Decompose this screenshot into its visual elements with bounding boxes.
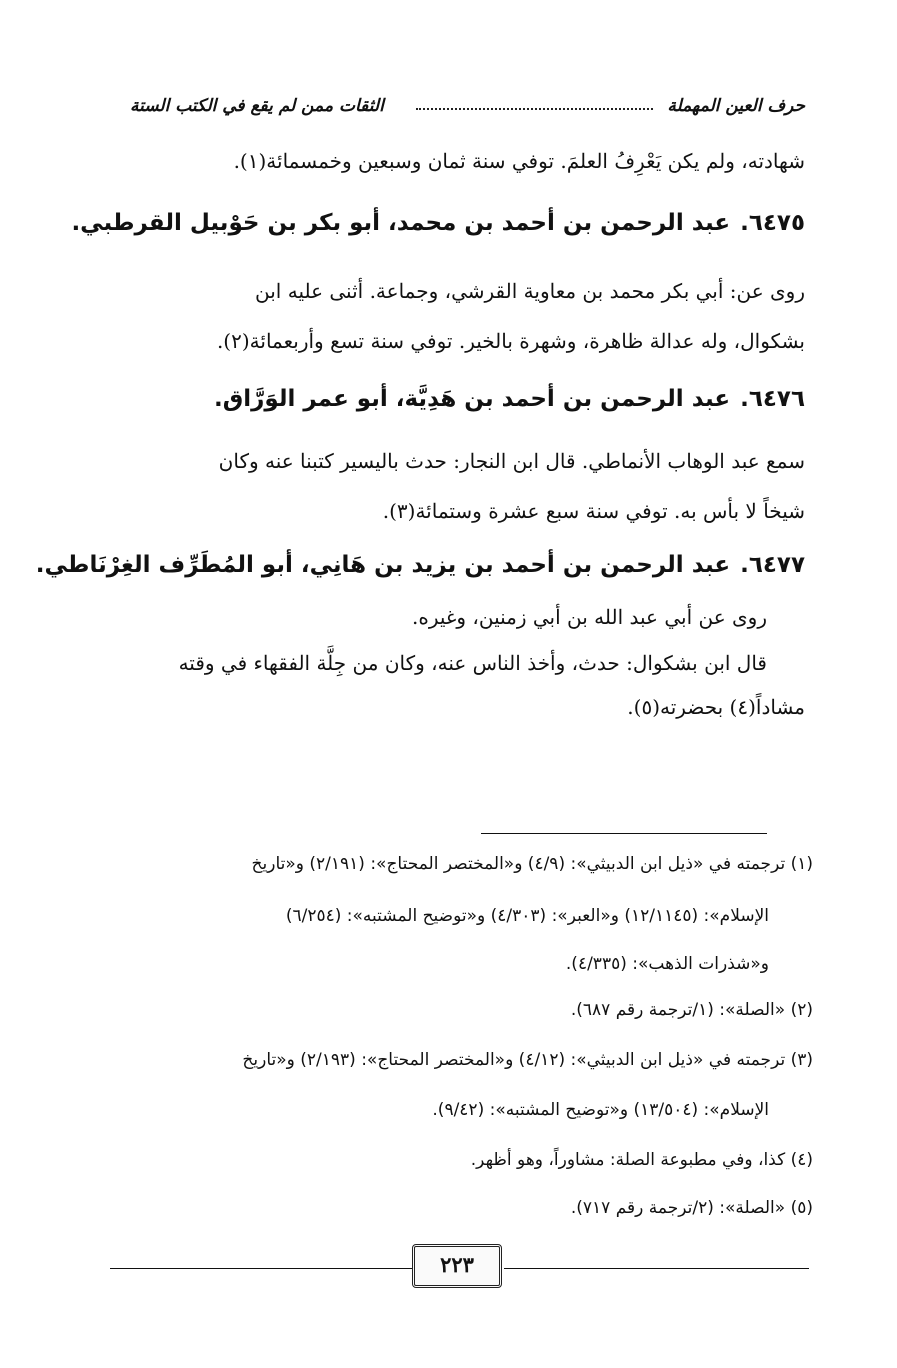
footer-rule	[110, 1268, 412, 1269]
entry-title: عبد الرحمن بن أحمد بن هَدِيَّة، أبو عمر الوَرَّاق.	[213, 386, 731, 412]
footnote-line: (٤) كذا، وفي مطبوعة الصلة: مشاوراً، وهو أظهر.	[470, 1150, 813, 1170]
entry-heading-6477	[35, 550, 805, 580]
entry-number: ٦٤٧٥.	[740, 210, 805, 236]
footnote-separator	[481, 833, 767, 834]
footnote-line: و«شذرات الذهب»: (٤/٣٣٥).	[565, 954, 769, 974]
entry-heading-6475	[71, 208, 805, 238]
body-line: مشاداً(٤) بحضرته(٥).	[627, 695, 805, 719]
header-dot-leader	[416, 80, 653, 110]
footnote-line: (٥) «الصلة»: (٢/ترجمة رقم ٧١٧).	[570, 1198, 813, 1218]
footnote-line: الإسلام»: (١٢/١١٤٥) و«العبر»: (٤/٣٠٣) و«توضيح المشتبه»: (٦/٢٥٤)	[285, 906, 769, 926]
entry-title: عبد الرحمن بن أحمد بن يزيد بن هَانِي، أبو المُطَرِّف الغِرْنَاطي.	[35, 552, 731, 578]
body-line: بشكوال، وله عدالة ظاهرة، وشهرة بالخير. توفي سنة تسع وأربعمائة(٢).	[216, 329, 805, 353]
entry-number: ٦٤٧٧.	[740, 552, 805, 578]
body-line: روى عن: أبي بكر محمد بن معاوية القرشي، وجماعة. أثنى عليه ابن	[255, 279, 805, 303]
body-line: سمع عبد الوهاب الأنماطي. قال ابن النجار: حدث باليسير كتبنا عنه وكان	[218, 449, 805, 473]
footnote-line: (١) ترجمته في «ذيل ابن الدبيثي»: (٤/٩) و«المختصر المحتاج»: (٢/١٩١) و«تاريخ	[251, 854, 813, 874]
footer-rule	[504, 1268, 809, 1269]
body-line: شيخاً لا بأس به. توفي سنة سبع عشرة وستمائة(٣).	[382, 499, 805, 523]
running-header	[130, 86, 805, 126]
entry-number: ٦٤٧٦.	[740, 386, 805, 412]
body-line: قال ابن بشكوال: حدث، وأخذ الناس عنه، وكان من جِلَّة الفقهاء في وقته	[178, 651, 767, 675]
header-chapter-title: حرف العين المهملة	[667, 96, 805, 116]
footnote-line: (٣) ترجمته في «ذيل ابن الدبيثي»: (٤/١٢) و«المختصر المحتاج»: (٢/١٩٣) و«تاريخ	[242, 1050, 813, 1070]
entry-title: عبد الرحمن بن أحمد بن محمد، أبو بكر بن حَوْبيل القرطبي.	[71, 210, 731, 236]
footnote-line: الإسلام»: (١٣/٥٠٤) و«توضيح المشتبه»: (٩/٤٢).	[432, 1100, 769, 1120]
entry-heading-6476	[112, 384, 805, 414]
header-book-title: الثقات ممن لم يقع في الكتب الستة	[130, 96, 384, 116]
page-number: ٢٢٣	[412, 1244, 502, 1288]
body-line: روى عن أبي عبد الله بن أبي زمنين، وغيره.	[412, 605, 767, 629]
body-line: شهادته، ولم يكن يَعْرِفُ العلمَ. توفي سنة ثمان وسبعين وخمسمائة(١).	[233, 149, 805, 173]
footnote-line: (٢) «الصلة»: (١/ترجمة رقم ٦٨٧).	[570, 1000, 813, 1020]
